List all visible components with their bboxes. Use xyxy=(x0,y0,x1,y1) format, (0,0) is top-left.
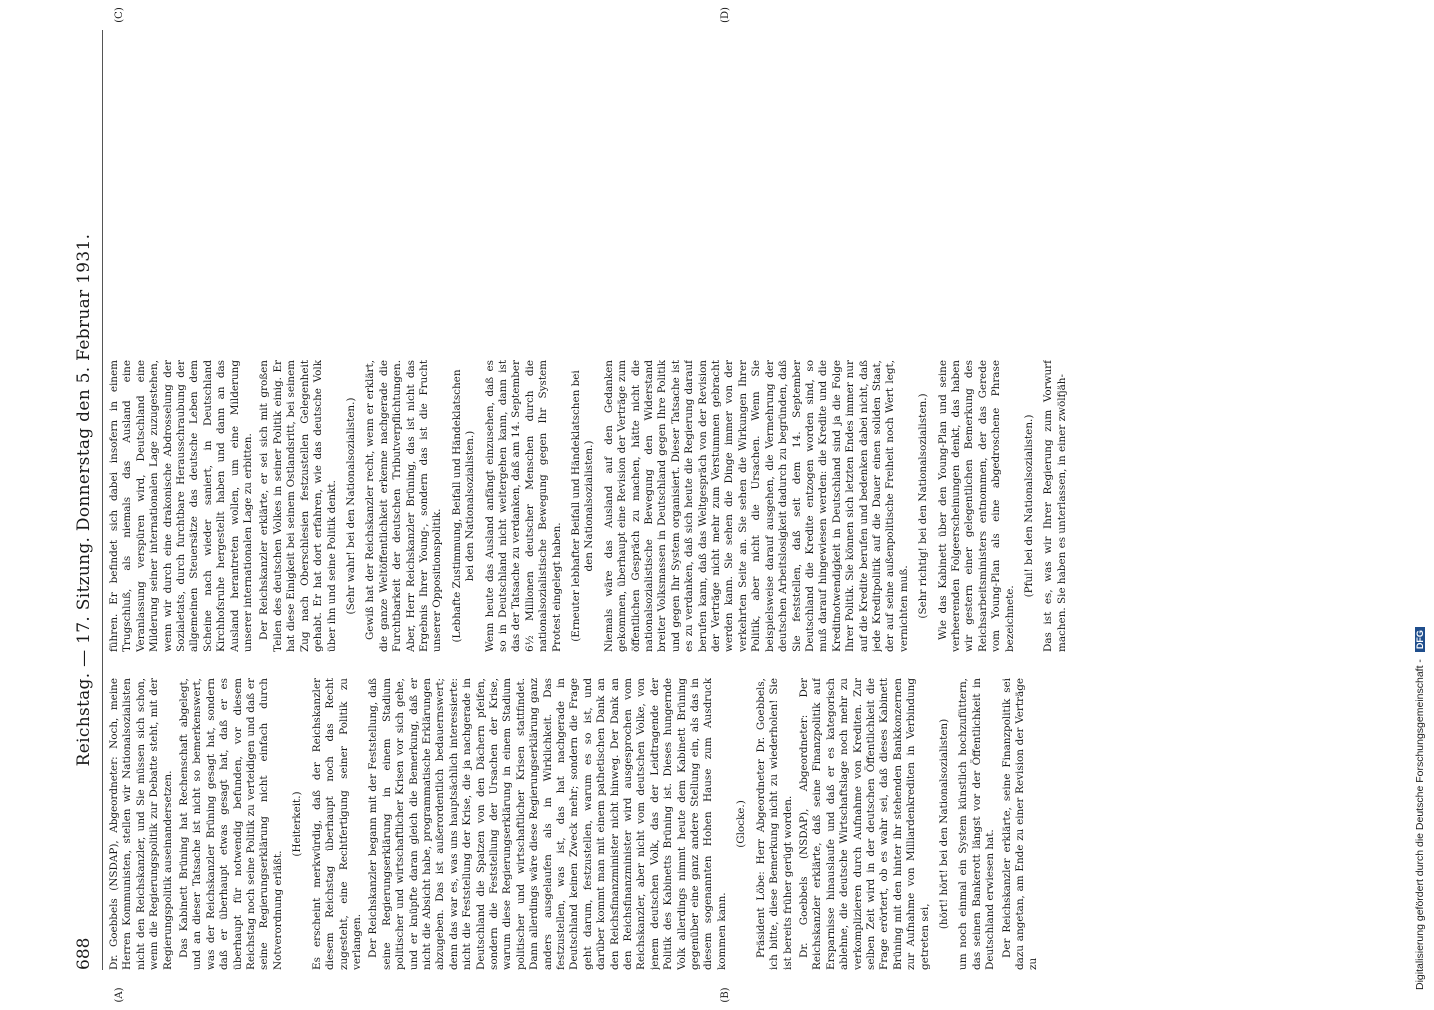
paragraph: Der Reichskanzler erklärte, er sei sich mit großen Teilen des deutschen Volkes in seiner Politik einig. Er hat diese Einigkeit bei seinem Ostlandsritt, bei seinem Zug nach Oberschlesien festzustellen Gelegenheit gehabt. Er hat dort erfahren, wie das deutsche Volk über ihn und seine Politik denkt. xyxy=(258,360,338,652)
paragraph: Der Reichskanzler begann mit der Feststellung, daß seine Regierungserklärung in einem Stadium politischer und wirtschaftlicher Krisen vor sich gehe, und er knüpfte daran gleich die Bemerkung, daß er nicht die Absicht habe, programmatische Erklärungen abzugeben. Das ist außerordentlich bedauernswert; denn das war es, was uns hauptsächlich interessierte: nicht die Feststellung der Krise, die ja nachgerade in Deutschland die Spatzen von den Dächern pfeifen, sondern die Feststellung der Ursachen der Krise, warum diese Regierungserklärung in einem Stadium politischer und wirtschaftlicher Krisen stattfindet. Dann allerdings wäre diese Regierungserklärung ganz anders ausgelaufen als in Wirklichkeit. Das festzustellen, was ist, das hat nachgerade in Deutschland keinen Zweck mehr; sondern die Frage geht darum, festzustellen, warum es so ist, und darüber kommt man mit einem pathetischen Dank an den Reichsfinanzminister nicht hinweg. Der Dank an den Reichsfinanzminister wird ausgesprochen vom Reichskanzler, aber nicht vom deutschen Volke, von jenem deutschen Volk, das der Leidtragende der Politik des Kabinetts Brüning ist. Dieses hungernde Volk allerdings nimmt heute dem Kabinett Brüning gegenüber eine ganz andere Stellung ein, als das in diesem sogenannten Hohen Hause zum Ausdruck kommen kann. xyxy=(367,678,728,970)
paragraph: Dr. Goebbels (NSDAP), Abgeordneter: Noch, meine Herren Kommunisten, stellen wir Nationalsozialisten nicht den Reichskanzler, und Sie müssen sich schon, wenn die Regierungspolitik zur Debatte steht, mit der Regierungspolitik auseinandersetzen. xyxy=(108,678,174,970)
text-column-left xyxy=(108,678,1323,970)
interjection: (Sehr wahr! bei den Nationalsozialisten.) xyxy=(344,397,357,615)
page-title: Reichstag. — 17. Sitzung. Donnerstag den 5. Februar 1931. xyxy=(74,233,94,767)
margin-marker-a: (A) xyxy=(114,987,125,1003)
paragraph: Es erscheint merkwürdig, daß der Reichskanzler diesem Reichstag überhaupt noch das Recht zugesteht, eine Rechtfertigung seiner Politik zu verlangen. xyxy=(310,678,363,970)
paragraph: um noch einmal ein System künstlich hochzufüttern, das seinen Bankerott längst vor der Öffentlichkeit in Deutschland erwiesen hat. xyxy=(957,678,997,970)
paragraph: Präsident Löbe: Herr Abgeordneter Dr. Goebbels, ich bitte, diese Bemerkung nicht zu wiederholen! Sie ist bereits früher gerügt worden. xyxy=(754,678,794,970)
dfg-logo: DFG xyxy=(1415,627,1425,652)
interjection: (Lebhafte Zustimmung, Beifall und Händeklatschen bei den Nationalsozialisten.) xyxy=(450,369,477,643)
paragraph: Das ist es, was wir Ihrer Regierung zum Vorwurf machen. Sie haben es unterlassen, in einer zwölfjäh- xyxy=(1042,360,1068,652)
page-number: 688 xyxy=(74,937,94,970)
paragraph: Dr. Goebbels (NSDAP), Abgeordneter: Der Reichskanzler erklärte, daß seine Finanzpolitik auf Ersparnisse hinauslaufe und daß er es kategorisch ablehne, die deutsche Wirtschaftslage noch mehr zu verkomplizieren durch Aufnahme von Krediten. Zur selben Zeit wird in der deutschen Öffentlichkeit die Frage erörtert, ob es wahr sei, daß dieses Kabinett Brüning mit den hinter ihr stehenden Bankkonzernen zur Aufnahme von Milliardenkrediten in Verbindung getreten sei, xyxy=(797,678,931,970)
paragraph: Der Reichskanzler erklärte, seine Finanzpolitik sei dazu angetan, am Ende zu einer Revision der Verträge zu xyxy=(1000,678,1040,970)
margin-marker-c: (C) xyxy=(114,7,125,23)
interjection: (hört! hört! bei den Nationalsozialisten) xyxy=(937,718,950,930)
text-column-right xyxy=(108,360,1323,652)
interjection: (Glocke.) xyxy=(735,800,748,848)
interjection: (Erneuter lebhafter Beifall und Händeklatschen bei den Nationalsozialisten.) xyxy=(570,370,596,642)
paragraph: Wie das Kabinett über den Young-Plan und seine verheerenden Folgeerscheinungen denkt, das haben wir gestern einer gelegentlichen Bemerkung des Reichsarbeitsministers entnommen, der das Gerede vom Young-Plan als eine abgedroschene Phrase bezeichnete. xyxy=(936,360,1016,652)
paragraph: Niemals wäre das Ausland auf den Gedanken gekommen, überhaupt eine Revision der Verträge zum öffentlichen Gespräch zu machen, hätte nicht die nationalsozialistische Bewegung den Widerstand breiter Volksmassen in Deutschland gegen Ihre Politik und gegen Ihr System organisiert. Dieser Tatsache ist es zu verdanken, daß sich heute die Regierung darauf berufen kann, daß das Weltgespräch von der Revision der Verträge nicht mehr zum Verstummen gebracht werden kann. Sie sehen die Dinge immer von der verkehrten Seite an. Sie sehen die Wirkungen Ihrer Politik, aber nicht die Ursachen. Wenn Sie beispielsweise darauf ausgehen, die Vermehrung der deutschen Arbeitslosigkeit dadurch zu begründen, daß Sie feststellen, daß seit dem 14. September Deutschland die Kredite entzogen worden sind, so muß darauf hingewiesen werden: die Kredite und die Kreditnotwendigkeit in Deutschland sind ja die Folge Ihrer Politik. Sie können sich letzten Endes immer nur auf die Kredite berufen und bedenken dabei nicht, daß jede Kreditpolitik auf die Dauer einen soliden Staat, der auf seine außenpolitische Freiheit noch Wert legt, vernichten muß. xyxy=(602,360,910,652)
interjection: (Sehr richtig! bei den Nationalsozialisten.) xyxy=(917,393,930,619)
dfg-credit: Digitalisierung gefördert durch die Deutsche Forschungsgemeinschaft - xyxy=(1414,659,1426,990)
digitization-note xyxy=(1414,0,1430,990)
interjection: (Heiterkeit.) xyxy=(291,791,304,857)
header-rule xyxy=(102,30,103,970)
rotated-page xyxy=(70,7,1350,1003)
paragraph: Wenn heute das Ausland anfängt einzusehen, daß es so in Deutschland nicht weitergehen kann, dann ist das der Tatsache zu verdanken, daß am 14. September 6½ Millionen deutscher Menschen durch die nationalsozialistische Bewegung gegen Ihr System Protest eingelegt haben. xyxy=(483,360,563,652)
paragraph: Gewiß hat der Reichskanzler recht, wenn er erklärt, die ganze Weltöffentlichkeit erkenne nachgerade die Furchtbarkeit der deutschen Tributverpflichtungen. Aber, Herr Reichskanzler Brüning, das ist nicht das Ergebnis Ihrer Young-, sondern das ist die Frucht unserer Oppositionspolitik. xyxy=(364,360,444,652)
interjection: (Pfui! bei den Nationalsozialisten.) xyxy=(1023,414,1035,598)
paragraph: Das Kabinett Brüning hat Rechenschaft abgelegt, und an dieser Tatsache ist nicht so bemerkenswert, was der Reichskanzler Brüning gesagt hat, sondern daß er überhaupt etwas gesagt hat, daß er es überhaupt für notwendig befunden, vor diesem Reichstag noch seine Politik zu verteidigen und daß er seine Regierungserklärung nicht einfach durch Notverordnung erläßt. xyxy=(178,678,284,970)
paragraph: führen. Er befindet sich dabei insofern in einem Trugschluß, als niemals das Ausland eine Veranlassung verspüren wird, Deutschland eine Milderung seiner internationalen Lage zuzugestehen, wenn wir durch eine drakonische Abdrosselung der Sozialetats, durch furchtbare Herausschraubung der allgemeinen Steuersätze das deutsche Leben dem Scheine nach wieder saniert, in Deutschland Kirchhofsruhe hergestellt haben und dann an das Ausland herantreten wollen, um eine Milderung unserer internationalen Lage zu erbitten. xyxy=(108,360,255,652)
page-header xyxy=(70,30,100,970)
margin-marker-d: (D) xyxy=(720,7,731,23)
margin-marker-b: (B) xyxy=(720,987,731,1003)
